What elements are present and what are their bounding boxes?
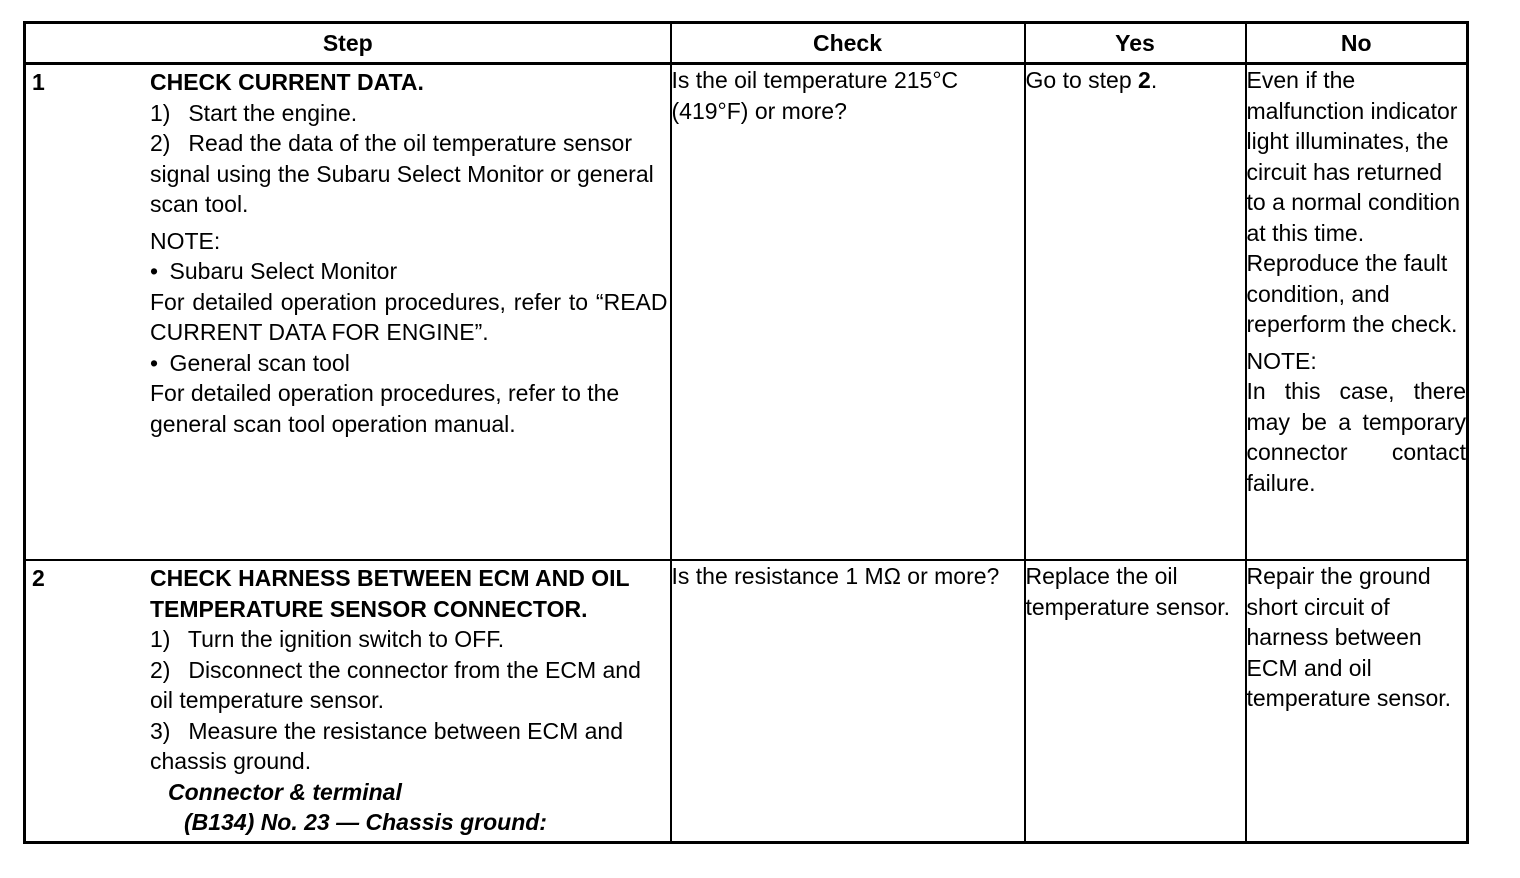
step-cell bbox=[25, 560, 671, 843]
step-instruction: 3) Measure the resistance between ECM and chassis ground. bbox=[150, 717, 624, 774]
no-note-label: NOTE: bbox=[1246, 347, 1317, 374]
step-body bbox=[150, 561, 670, 838]
step-number: 1 bbox=[32, 69, 45, 95]
step-instruction: 2) Read the data of the oil temperature sensor signal using the Subaru Select Monitor or general scan tool. bbox=[150, 130, 654, 217]
step-instruction: 1) Start the engine. bbox=[150, 99, 358, 126]
note-bullet: • General scan tool bbox=[150, 349, 350, 376]
diagnosis-table bbox=[23, 21, 1469, 844]
header-yes: Yes bbox=[1025, 23, 1246, 64]
step-cell bbox=[25, 64, 671, 561]
table-row bbox=[25, 64, 1468, 561]
header-row bbox=[25, 23, 1468, 64]
check-cell: Is the oil temperature 215°C (419°F) or more? bbox=[671, 64, 1025, 561]
step-body bbox=[150, 65, 670, 439]
check-cell: Is the resistance 1 MΩ or more? bbox=[671, 560, 1025, 843]
step-title: CHECK HARNESS BETWEEN ECM AND OIL TEMPERATURE SENSOR CONNECTOR. bbox=[150, 565, 630, 622]
no-cell bbox=[1246, 64, 1468, 561]
note-bullet: • Subaru Select Monitor bbox=[150, 258, 398, 284]
note-text: For detailed operation procedures, refer to “READ CURRENT DATA FOR ENGINE”. bbox=[150, 288, 668, 345]
no-cell: Repair the ground short circuit of harness between ECM and oil temperature sensor. bbox=[1246, 560, 1468, 843]
no-note-text: In this case, there may be a temporary connector contact failure. bbox=[1246, 378, 1466, 496]
header-no: No bbox=[1246, 23, 1468, 64]
yes-cell bbox=[1025, 64, 1246, 561]
yes-cell: Replace the oil temperature sensor. bbox=[1025, 560, 1246, 843]
header-check: Check bbox=[671, 23, 1025, 64]
yes-prefix: Go to step bbox=[1025, 67, 1139, 93]
step-number: 2 bbox=[32, 565, 45, 591]
no-text: Even if the malfunction indicator light illuminates, the circuit has returned to a normal condition at this time. Reproduce the fault condition, and reperform the check. bbox=[1246, 67, 1461, 337]
yes-suffix: . bbox=[1150, 67, 1158, 93]
step-title: CHECK CURRENT DATA. bbox=[150, 69, 424, 95]
note-text: For detailed operation procedures, refer to the general scan tool operation manual. bbox=[150, 380, 620, 437]
connector-label: Connector & terminal bbox=[168, 778, 402, 805]
step-instruction: 1) Turn the ignition switch to OFF. bbox=[150, 626, 505, 652]
table-row bbox=[25, 560, 1468, 843]
yes-step-ref: 2 bbox=[1138, 67, 1151, 93]
note-label: NOTE: bbox=[150, 227, 221, 254]
header-step: Step bbox=[25, 23, 671, 64]
connector-value: (B134) No. 23 — Chassis ground: bbox=[184, 809, 547, 835]
step-instruction: 2) Disconnect the connector from the ECM and oil temperature sensor. bbox=[150, 656, 641, 713]
